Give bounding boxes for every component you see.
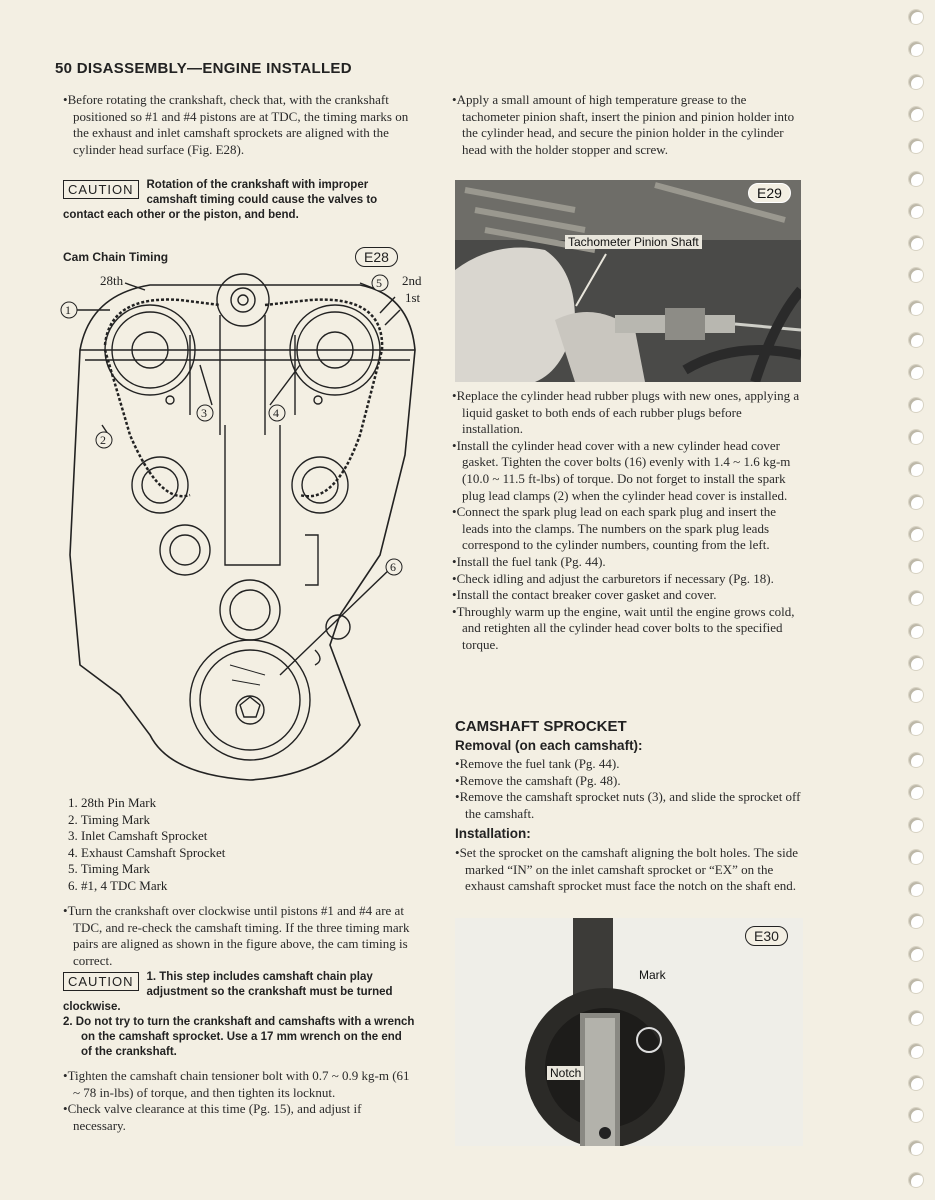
- grease-block: [452, 92, 804, 158]
- binder-hole: [909, 850, 923, 864]
- binder-hole: [909, 721, 923, 735]
- binder-hole: [909, 1076, 923, 1090]
- caution-item-1: 1. This step includes camshaft chain play adjustment so the crankshaft must be turned clockwise.: [63, 971, 393, 1013]
- label-2: 2: [100, 433, 106, 447]
- section-title: CAMSHAFT SPROCKET: [455, 718, 627, 735]
- binder-hole: [909, 559, 923, 573]
- label-6: 6: [390, 560, 396, 574]
- binder-hole: [909, 688, 923, 702]
- binder-hole: [909, 139, 923, 153]
- binder-hole: [909, 914, 923, 928]
- tighten-block: [63, 1068, 415, 1134]
- legend-item: 3. Inlet Camshaft Sprocket: [68, 828, 208, 843]
- binder-hole: [909, 398, 923, 412]
- binder-hole: [909, 107, 923, 121]
- legend-item: 5. Timing Mark: [68, 861, 150, 876]
- legend-item: 6. #1, 4 TDC Mark: [68, 877, 168, 893]
- left-intro-block: [63, 92, 413, 158]
- label-4: 4: [273, 406, 279, 420]
- binder-holes: [899, 0, 923, 1200]
- binder-hole: [909, 42, 923, 56]
- label-5: 5: [376, 276, 382, 290]
- bullet-paragraph: • Throughly warm up the engine, wait until the engine grows cold, and retighten all the cylinder head cover bolts to the specified torque.: [452, 604, 804, 654]
- binder-hole: [909, 333, 923, 347]
- binder-hole: [909, 1108, 923, 1122]
- binder-hole: [909, 591, 923, 605]
- binder-hole: [909, 75, 923, 89]
- install-block: [455, 845, 805, 895]
- turn-paragraph: • Turn the crankshaft over clockwise until pistons #1 and #4 are at TDC, and re-check the camshaft timing. If the three timing mark pairs are aligned as shown in the figure above, the cam timing is correct.: [63, 903, 415, 969]
- removal-step: • Remove the camshaft sprocket nuts (3), and slide the sprocket off the camshaft.: [455, 789, 805, 822]
- binder-hole: [909, 1011, 923, 1025]
- photo-e30-illustration: [455, 918, 803, 1146]
- photo-e29-illustration: [455, 180, 801, 382]
- photo2-notch-label: Notch: [547, 1066, 584, 1080]
- binder-hole: [909, 818, 923, 832]
- caution-text-1: Rotation of the crankshaft with improper camshaft timing could cause the valves to contact each other or the piston, and bend.: [63, 179, 378, 221]
- removal-title: Removal (on each camshaft):: [455, 738, 643, 753]
- grease-paragraph: • Apply a small amount of high temperature grease to the tachometer pinion shaft, insert the pinion and pinion holder into the cylinder head, and secure the pinion holder in the cylinder head with the holder stopper and screw.: [452, 92, 804, 158]
- label-2nd: 2nd: [402, 273, 422, 288]
- figure-legend: [68, 795, 368, 894]
- label-1st: 1st: [405, 290, 421, 305]
- binder-hole: [909, 430, 923, 444]
- binder-hole: [909, 785, 923, 799]
- bullet-paragraph: • Install the cylinder head cover with a new cylinder head cover gasket. Tighten the cover bolts (16) evenly with 1.4 ~ 1.6 kg-m (10.0 ~ 11.5 ft-lbs) of torque. Do not forget to install the spark plug lead clamps (2) when the cylinder head cover is installed.: [452, 438, 804, 504]
- figure-tag-e28: E28: [355, 247, 398, 267]
- binder-hole: [909, 495, 923, 509]
- caution-item-2: 2. Do not try to turn the crankshaft and camshafts with a wrench on the camshaft sprocket. Use a 17 mm wrench on the end of the crankshaft.: [63, 1016, 415, 1058]
- intro-paragraph: • Before rotating the crankshaft, check that, with the crankshaft positioned so #1 and #4 pistons are at TDC, the timing marks on the exhaust and inlet camshaft sprockets are aligned with the cylinder head surface (Fig. E28).: [63, 92, 413, 158]
- right-bullets: [452, 388, 804, 654]
- figure-tag-e29: E29: [748, 183, 791, 203]
- bullet-paragraph: • Install the contact breaker cover gasket and cover.: [452, 587, 804, 604]
- photo2-mark-label: Mark: [639, 968, 666, 982]
- label-1: 1: [65, 303, 71, 317]
- binder-hole: [909, 1044, 923, 1058]
- binder-hole: [909, 236, 923, 250]
- binder-hole: [909, 10, 923, 24]
- figure-tag-e30: E30: [745, 926, 788, 946]
- binder-hole: [909, 301, 923, 315]
- bullet-paragraph: • Install the fuel tank (Pg. 44).: [452, 554, 804, 571]
- binder-hole: [909, 947, 923, 961]
- tighten-paragraph: • Tighten the camshaft chain tensioner bolt with 0.7 ~ 0.9 kg-m (61 ~ 78 in-lbs) of torque, and then tighten its locknut.: [63, 1068, 415, 1101]
- binder-hole: [909, 656, 923, 670]
- photo-tachometer-pinion: [455, 180, 801, 382]
- binder-hole: [909, 204, 923, 218]
- removal-block: [455, 756, 805, 822]
- cam-chain-timing-diagram: [60, 255, 430, 795]
- label-3: 3: [201, 406, 207, 420]
- binder-hole: [909, 753, 923, 767]
- check-paragraph: • Check valve clearance at this time (Pg. 15), and adjust if necessary.: [63, 1101, 415, 1134]
- caution-block-1: [63, 178, 415, 223]
- binder-hole: [909, 268, 923, 282]
- legend-item: 4. Exhaust Camshaft Sprocket: [68, 844, 226, 860]
- binder-hole: [909, 1173, 923, 1187]
- bullet-paragraph: • Check idling and adjust the carburetors if necessary (Pg. 18).: [452, 571, 804, 588]
- binder-hole: [909, 979, 923, 993]
- figure-caption: Cam Chain Timing: [63, 250, 169, 264]
- binder-hole: [909, 882, 923, 896]
- bullet-paragraph: • Connect the spark plug lead on each spark plug and insert the leads into the clamps. The numbers on the spark plug leads correspond to the cylinder numbers, counting from the left.: [452, 504, 804, 554]
- caution-badge-2: CAUTION: [63, 972, 139, 991]
- binder-hole: [909, 1141, 923, 1155]
- removal-step: • Remove the camshaft (Pg. 48).: [455, 773, 805, 790]
- caution-block-2: [63, 970, 415, 1060]
- binder-hole: [909, 462, 923, 476]
- binder-hole: [909, 365, 923, 379]
- install-title: Installation:: [455, 826, 531, 841]
- binder-hole: [909, 527, 923, 541]
- label-28th: 28th: [100, 273, 124, 288]
- removal-step: • Remove the fuel tank (Pg. 44).: [455, 756, 805, 773]
- photo1-label: Tachometer Pinion Shaft: [565, 235, 702, 249]
- legend-item: 2. Timing Mark: [68, 811, 150, 827]
- legend-item: 1. 28th Pin Mark: [68, 795, 157, 810]
- turn-block: [63, 903, 415, 969]
- install-paragraph: • Set the sprocket on the camshaft aligning the bolt holes. The side marked “IN” on the inlet camshaft sprocket or “EX” on the exhaust camshaft sprocket must face the notch on the shaft end.: [455, 845, 805, 895]
- photo-camshaft-sprocket: [455, 918, 803, 1146]
- binder-hole: [909, 624, 923, 638]
- page-header: 50 DISASSEMBLY—ENGINE INSTALLED: [55, 60, 352, 77]
- caution-badge: CAUTION: [63, 180, 139, 199]
- bullet-paragraph: • Replace the cylinder head rubber plugs with new ones, applying a liquid gasket to both ends of each rubber plugs before installation.: [452, 388, 804, 438]
- binder-hole: [909, 172, 923, 186]
